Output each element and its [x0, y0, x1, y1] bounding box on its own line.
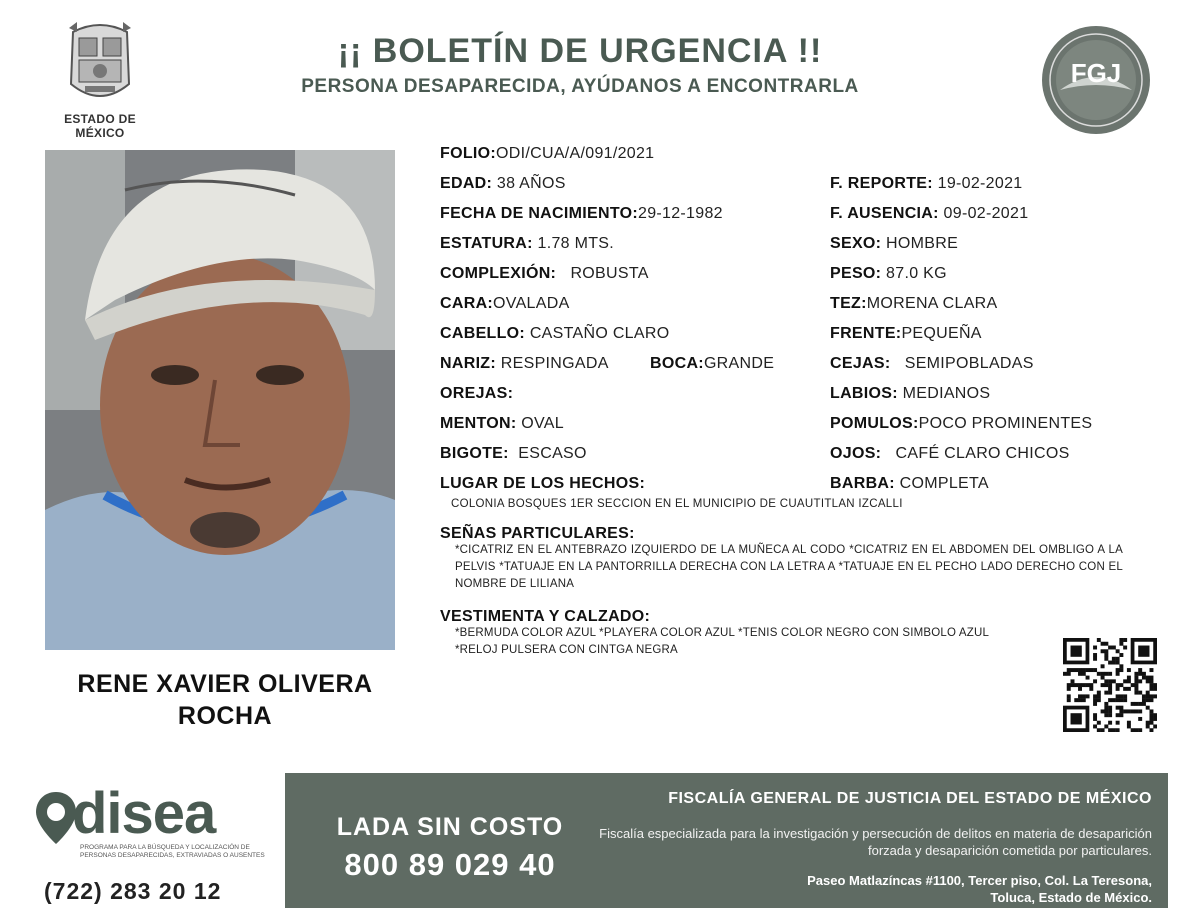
senas-text: *CICATRIZ EN EL ANTEBRAZO IZQUIERDO DE LA MUÑECA AL CODO *CICATRIZ EN EL ABDOMEN DEL OMBLIGO A LA PELVIS *TATUAJE EN LA PANTORRILLA DERECHA CON LA LETRA A *TATUAJE EN EL PECHO LADO DERECHO CON EL NOMBRE DE LILIANA	[455, 544, 1123, 590]
bulletin-title: ¡¡ BOLETÍN DE URGENCIA !!	[337, 32, 823, 70]
field-value: MORENA CLARA	[866, 295, 998, 312]
field-value: RESPINGADA	[500, 355, 609, 372]
field-folio	[440, 145, 654, 163]
missing-person-photo	[45, 150, 395, 650]
field-barba	[830, 475, 989, 493]
field-label: ESTATURA:	[440, 235, 533, 252]
field-value: COMPLETA	[899, 475, 989, 492]
senas-heading: SEÑAS PARTICULARES:	[440, 525, 635, 542]
fgj-address-line1: Paseo Matlazíncas #1100, Tercer piso, Col. La Teresona,	[807, 873, 1152, 888]
field-value: CAFÉ CLARO CHICOS	[895, 445, 1070, 462]
footer-contact-panel	[285, 773, 1168, 908]
field-value: POCO PROMINENTES	[918, 415, 1093, 432]
field-tez	[830, 295, 998, 313]
fgj-seal-text: FGJ	[1070, 58, 1122, 88]
field-label: NARIZ:	[440, 355, 497, 372]
estado-de-mexico-logo	[40, 18, 160, 140]
field-peso	[830, 265, 947, 283]
odisea-program-text: PROGRAMA PARA LA BÚSQUEDA Y LOCALIZACIÓN DE PERSONAS DESAPARECIDAS, EXTRAVIADAS O AUSENTES	[80, 844, 265, 859]
field-boca	[650, 355, 774, 373]
field-cara	[440, 295, 570, 313]
fgj-title: FISCALÍA GENERAL DE JUSTICIA DEL ESTADO DE MÉXICO	[668, 790, 1152, 807]
field-nariz	[440, 355, 609, 373]
field-label: CEJAS:	[830, 355, 891, 372]
odisea-phone: (722) 283 20 12	[44, 878, 222, 904]
field-label: LUGAR DE LOS HECHOS:	[440, 475, 646, 492]
field-value: ESCASO	[518, 445, 587, 462]
field-value: 19-02-2021	[937, 175, 1023, 192]
field-lugar-hechos	[440, 475, 645, 493]
field-value: 09-02-2021	[943, 205, 1029, 222]
field-value: OVAL	[521, 415, 564, 432]
qr-code[interactable]	[1063, 638, 1157, 732]
field-value: ROBUSTA	[570, 265, 649, 282]
toll-free-number: 800 89 029 40	[344, 847, 556, 882]
field-labios	[830, 385, 990, 403]
field-f-ausencia	[830, 205, 1028, 223]
field-value: MEDIANOS	[902, 385, 991, 402]
fgj-seal-logo	[1040, 24, 1152, 136]
vestimenta-text: *BERMUDA COLOR AZUL *PLAYERA COLOR AZUL *TENIS COLOR NEGRO CON SIMBOLO AZUL *RELOJ PULSERA CON CINTGA NEGRA	[455, 627, 989, 656]
fgj-address-line2: Toluca, Estado de México.	[990, 890, 1152, 905]
field-edad	[440, 175, 566, 193]
field-value: 38 AÑOS	[496, 175, 566, 192]
person-name-line1: RENE XAVIER OLIVERA	[77, 670, 373, 698]
bulletin-subtitle: PERSONA DESAPARECIDA, AYÚDANOS A ENCONTRARLA	[301, 76, 859, 97]
field-frente	[830, 325, 982, 343]
field-bigote	[440, 445, 587, 463]
coat-of-arms-icon	[63, 18, 137, 106]
field-label: TEZ:	[830, 295, 867, 312]
field-orejas	[440, 385, 513, 403]
fgj-description: Fiscalía especializada para la investigación y persecución de delitos en materia de desaparición forzada y desaparición cometida por particulares.	[599, 826, 1152, 858]
field-label: F. REPORTE:	[830, 175, 933, 192]
lugar-hechos-value: COLONIA BOSQUES 1ER SECCION EN EL MUNICIPIO DE CUAUTITLAN IZCALLI	[451, 498, 903, 510]
field-value: OVALADA	[493, 295, 570, 312]
field-label: EDAD:	[440, 175, 493, 192]
field-label: BOCA:	[650, 355, 704, 372]
field-label: CABELLO:	[440, 325, 526, 342]
field-cejas	[830, 355, 1034, 373]
field-value: SEMIPOBLADAS	[904, 355, 1034, 372]
field-complexion	[440, 265, 649, 283]
field-value: 29-12-1982	[638, 205, 723, 222]
state-name: ESTADO DE MÉXICO	[64, 112, 136, 140]
field-label: BIGOTE:	[440, 445, 509, 462]
field-label: POMULOS:	[830, 415, 919, 432]
odisea-logo	[30, 782, 280, 910]
field-value: ODI/CUA/A/091/2021	[496, 145, 655, 162]
field-pomulos	[830, 415, 1092, 433]
field-value: HOMBRE	[886, 235, 959, 252]
person-name-line2: ROCHA	[177, 702, 273, 730]
field-f-reporte	[830, 175, 1022, 193]
field-label: OJOS:	[830, 445, 882, 462]
field-label: PESO:	[830, 265, 882, 282]
field-estatura	[440, 235, 614, 253]
odisea-wordmark: disea	[72, 781, 216, 846]
field-menton	[440, 415, 564, 433]
field-label: FOLIO:	[440, 145, 497, 162]
field-label: F. AUSENCIA:	[830, 205, 939, 222]
qr-code-icon	[1063, 638, 1157, 732]
field-label: MENTON:	[440, 415, 517, 432]
field-ojos	[830, 445, 1070, 463]
person-full-name	[40, 668, 410, 732]
vestimenta-heading: VESTIMENTA Y CALZADO:	[440, 608, 651, 625]
field-label: BARBA:	[830, 475, 895, 492]
field-cabello	[440, 325, 669, 343]
field-sexo	[830, 235, 958, 253]
field-label: SEXO:	[830, 235, 882, 252]
field-value: PEQUEÑA	[901, 325, 982, 342]
field-fecha-nacimiento	[440, 205, 723, 223]
field-value: 87.0 KG	[886, 265, 947, 282]
field-value: GRANDE	[703, 355, 775, 372]
field-label: LABIOS:	[830, 385, 898, 402]
lada-sin-costo-label: LADA SIN COSTO	[336, 813, 564, 841]
fgj-address	[632, 872, 1152, 906]
field-label: FRENTE:	[830, 325, 902, 342]
field-value: 1.78 MTS.	[537, 235, 615, 252]
field-label: COMPLEXIÓN:	[440, 265, 557, 282]
field-label: OREJAS:	[440, 385, 514, 402]
field-label: CARA:	[440, 295, 494, 312]
field-label: FECHA DE NACIMIENTO:	[440, 205, 638, 222]
field-value: CASTAÑO CLARO	[529, 325, 670, 342]
